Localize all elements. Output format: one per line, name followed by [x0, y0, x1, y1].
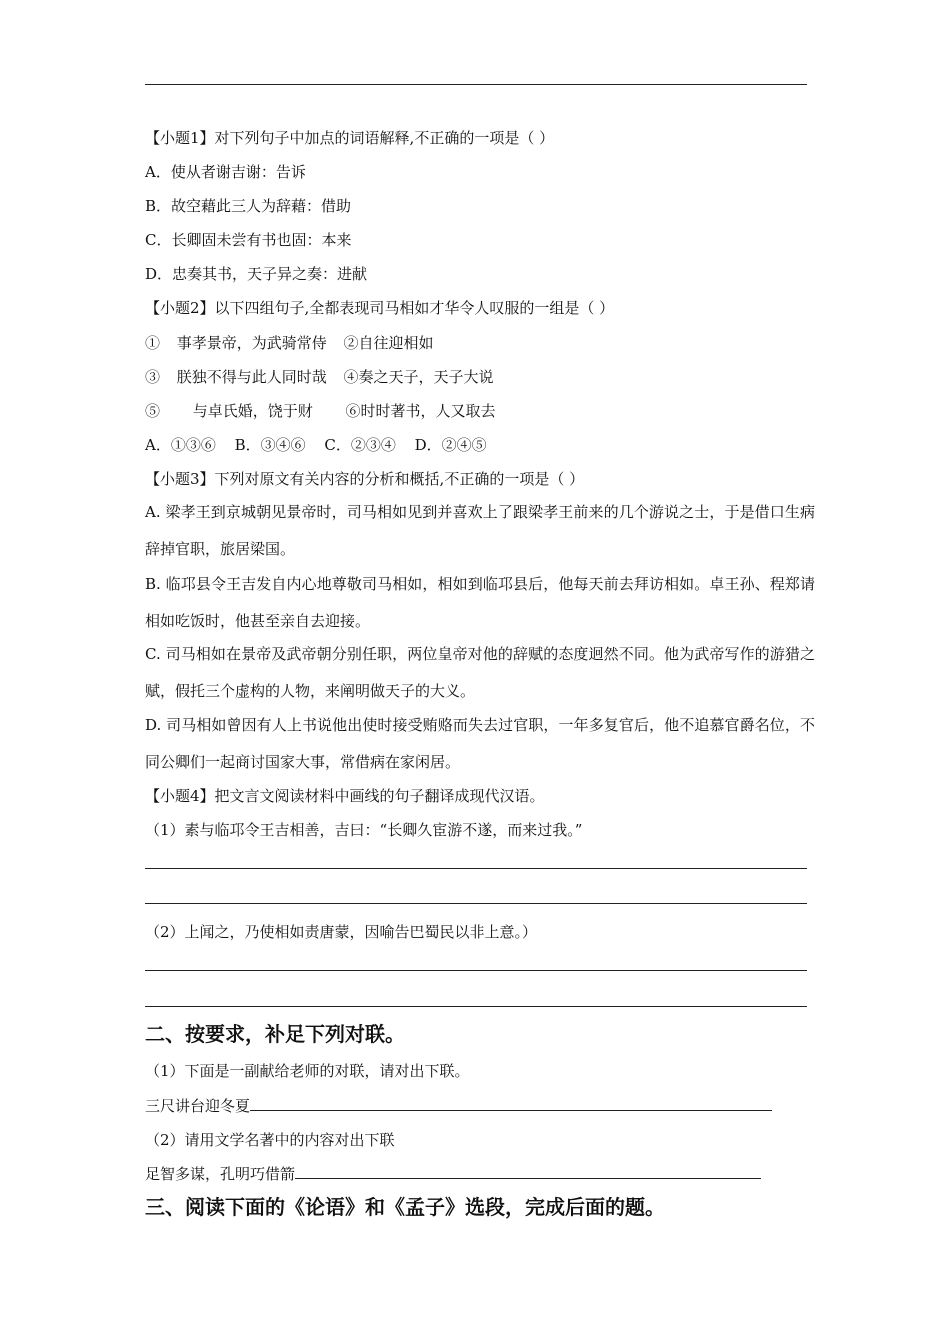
couplet-upper-1: 三尺讲台迎冬夏	[145, 1097, 251, 1115]
section-2-prompt-1: （1）下面是一副献给老师的对联，请对出下联。	[145, 1062, 470, 1080]
couplet-upper-2: 足智多谋，孔明巧借箭	[145, 1165, 296, 1183]
q2-row-3: ⑤ 与卓氏婚，饶于财 ⑥时时著书，人又取去	[145, 402, 496, 420]
q3-option-a: A. 梁孝王到京城朝见景帝时，司马相如见到并喜欢上了跟梁孝王前来的几个游说之士，于是借口生病辞掉官职，旅居梁国。	[145, 503, 815, 558]
q3-stem: 【小题3】下列对原文有关内容的分析和概括,不正确的一项是（ ）	[145, 470, 585, 488]
couplet-answer-blank[interactable]	[295, 1164, 761, 1179]
q1-option-b: B．故空藉此三人为辞藉：借助	[145, 197, 352, 215]
answer-line[interactable]	[145, 903, 807, 904]
q1-option-d: D．忠奏其书，天子异之奏：进献	[145, 265, 368, 283]
q3-option-b: B. 临邛县令王吉发自内心地尊敬司马相如，相如到临邛县后，他每天前去拜访相如。卓王孙、程郑请相如吃饭时，他甚至亲自去迎接。	[145, 575, 815, 630]
section-2-title: 二、按要求，补足下列对联。	[145, 1022, 405, 1046]
q4-sentence-2: （2）上闻之，乃使相如责唐蒙，因喻告巴蜀民以非上意。）	[145, 923, 538, 941]
answer-line[interactable]	[145, 970, 807, 971]
section-3-title: 三、阅读下面的《论语》和《孟子》选段，完成后面的题。	[145, 1195, 665, 1219]
couplet-line-1	[145, 1096, 807, 1116]
couplet-line-2	[145, 1164, 807, 1184]
section-2-prompt-2: （2）请用文学名著中的内容对出下联	[145, 1131, 395, 1149]
q3-option-d: D. 司马相如曾因有人上书说他出使时接受贿赂而失去过官职，一年多复官后，他不追慕官爵名位，不同公卿们一起商讨国家大事，常借病在家闲居。	[145, 716, 815, 771]
q2-row-1: ① 事孝景帝，为武骑常侍 ②自往迎相如	[145, 334, 434, 352]
header-rule	[145, 84, 807, 85]
q4-stem: 【小题4】把文言文阅读材料中画线的句子翻译成现代汉语。	[145, 787, 545, 805]
answer-line[interactable]	[145, 1006, 807, 1007]
q2-row-2: ③ 朕独不得与此人同时哉 ④奏之天子，天子大说	[145, 368, 494, 386]
q3-option-c: C. 司马相如在景帝及武帝朝分别任职，两位皇帝对他的辞赋的态度迥然不同。他为武帝写作的游猎之赋，假托三个虚构的人物，来阐明做天子的大义。	[145, 645, 815, 700]
answer-line[interactable]	[145, 868, 807, 869]
q2-stem: 【小题2】以下四组句子,全都表现司马相如才华令人叹服的一组是（ ）	[145, 299, 615, 317]
q1-option-a: A．使从者谢吉谢：告诉	[145, 163, 306, 181]
q1-stem: 【小题1】对下列句子中加点的词语解释,不正确的一项是（ ）	[145, 129, 555, 147]
couplet-answer-blank[interactable]	[250, 1096, 772, 1111]
q2-options: A．①③⑥ B．③④⑥ C．②③④ D．②④⑤	[145, 436, 487, 454]
q1-option-c: C．长卿固未尝有书也固：本来	[145, 231, 352, 249]
q4-sentence-1: （1）素与临邛令王吉相善，吉曰：“长卿久宦游不遂，而来过我。”	[145, 821, 583, 839]
